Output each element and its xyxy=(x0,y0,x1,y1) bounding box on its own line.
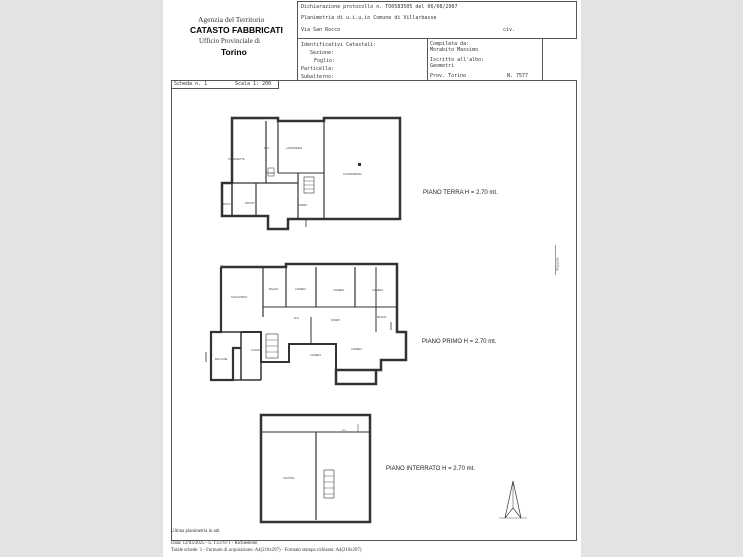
room-autorimessa: AUTORIMESSA xyxy=(343,173,362,176)
dichiarazione: Dichiarazione protocollo n. TO0583505 del 06/08/2007 xyxy=(301,4,458,10)
planimetria: Planimetria di u.i.u.in Comune di Villarbasse xyxy=(301,15,437,21)
identificativi: Identificativi Catastali: xyxy=(301,42,377,48)
footer-data: Data: 12/03/2025 - n. T337871 - Richiedente xyxy=(171,541,258,546)
room-bagno-1: BAGNO xyxy=(269,288,279,291)
albo: Geometri xyxy=(430,63,455,69)
room-buco: BUCO xyxy=(223,203,231,206)
piano-primo-plan xyxy=(201,262,416,387)
room-ripost: RIPOST. xyxy=(245,202,256,205)
piano-terra-label: PIANO TERRA H = 2.70 mt. xyxy=(423,190,498,196)
compilatore: Morabito Massimo xyxy=(430,47,479,53)
agency-line3: Ufficio Provinciale di xyxy=(199,37,260,45)
scheda: Scheda n. 1 xyxy=(174,81,208,87)
piano-primo-label: PIANO PRIMO H = 2.70 mt. xyxy=(422,339,497,345)
scala: Scala 1: 200 xyxy=(235,81,272,87)
piano-terra-plan xyxy=(208,113,408,233)
subalterno: Subalterno: xyxy=(301,74,335,80)
particella: Particella: xyxy=(301,66,335,72)
room-wc-terra: W.C. xyxy=(264,147,270,150)
room-cl: C.L. xyxy=(342,429,347,432)
room-disimp-terra-2: DISIMP. xyxy=(298,204,308,207)
room-camera-2: CAMERA xyxy=(333,289,345,292)
sezione: Sezione: xyxy=(310,50,335,56)
room-soggiorno: SOGGIORNO xyxy=(231,296,248,299)
agency-line4: Torino xyxy=(221,47,247,57)
room-disimp-terra: DISIMP. xyxy=(266,172,276,175)
room-cucina: CUCINA xyxy=(251,349,261,352)
room-disimp-primo: DISIMP. xyxy=(331,319,341,322)
piano-interrato-label: PIANO INTERRATO H = 2.70 mt. xyxy=(386,466,475,472)
room-balcone: BALCONE xyxy=(215,358,228,361)
iscritto: Iscritto all'albo: xyxy=(430,57,485,63)
room-cantina: CANTINA xyxy=(283,477,295,480)
room-camera-3: CAMERA xyxy=(372,289,384,292)
compilata: Compilata da: xyxy=(430,41,470,47)
footer-totale: Totale schede: 1 - Formato di acquisizione: A4(210x297) - Formato stampa richiesto: A4(210x297) xyxy=(171,548,362,553)
piano-interrato-plan xyxy=(258,412,373,527)
room-lavanderia: LAVANDERIA xyxy=(286,147,303,150)
room-tavernetta: TAVERNETTA xyxy=(228,158,245,161)
side-tick xyxy=(555,245,556,275)
room-camera-4: CAMERA xyxy=(310,354,322,357)
room-bagno-2: BAGNO xyxy=(377,316,387,319)
north-arrow-icon xyxy=(493,478,533,523)
room-camera-1: CAMERA xyxy=(295,288,307,291)
side-label: Mappale xyxy=(555,257,560,271)
agency-line2: CATASTO FABBRICATI xyxy=(190,25,283,35)
foglio: Foglio: xyxy=(314,58,336,64)
prov: Prov. Torino xyxy=(430,73,467,79)
agency-line1: Agenzia del Territorio xyxy=(198,15,265,24)
numero: N. 7577 xyxy=(507,73,529,79)
room-wc-primo: W.C. xyxy=(294,317,300,320)
cadastral-sheet xyxy=(163,0,581,557)
civ: civ. xyxy=(503,27,516,33)
footer-ultima: Ultima planimetria in atti xyxy=(171,529,220,534)
room-camera-5: CAMERA xyxy=(351,348,363,351)
address: Via San Rocco xyxy=(301,27,341,33)
